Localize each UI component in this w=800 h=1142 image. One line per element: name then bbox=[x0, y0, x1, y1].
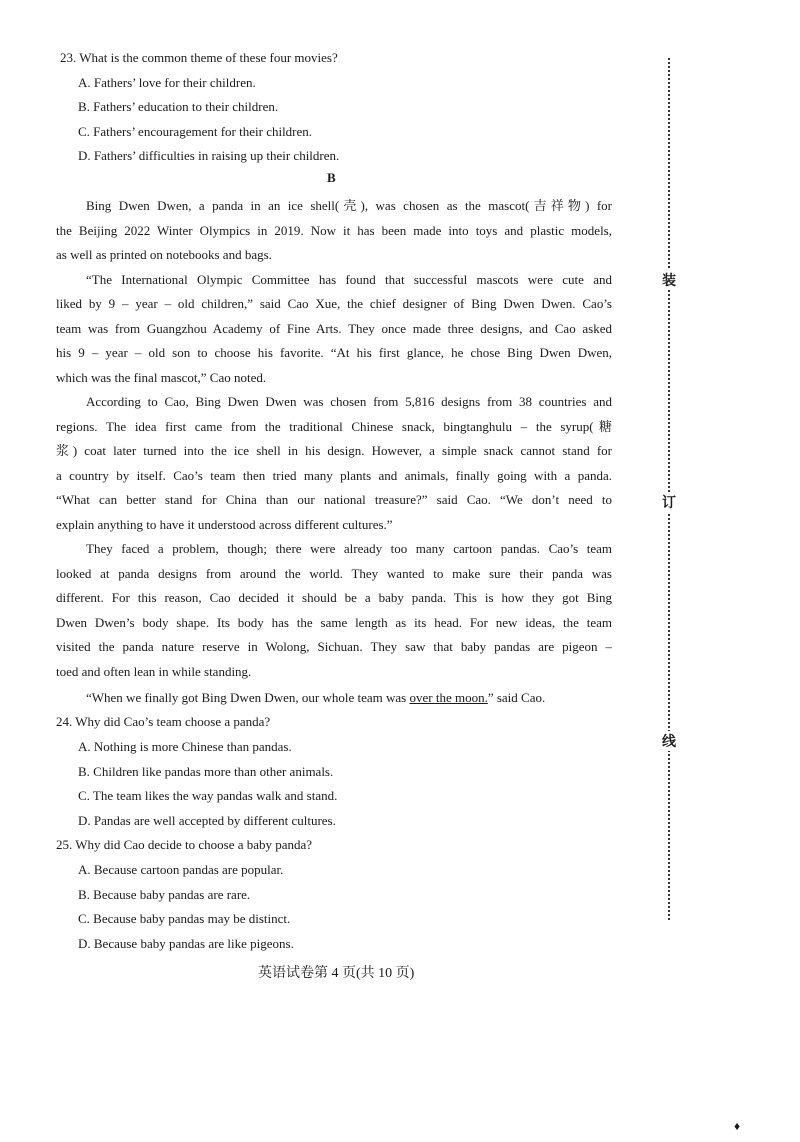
passage-line: toed and often lean in while standing. bbox=[56, 664, 252, 679]
passage-line: Dwen Dwen’s body shape. Its body has the same length as its head. For new ideas, the team bbox=[56, 615, 612, 630]
passage-line: regions. The idea first came from the traditional Chinese snack, bingtanghulu – the syrup(糖 bbox=[56, 419, 612, 434]
passage-line: his 9 – year – old son to choose his favorite. “At his first glance, he chose Bing Dwen Dwen, bbox=[56, 345, 612, 360]
over-the-moon-phrase: over the moon. bbox=[409, 690, 488, 705]
binding-mark-ding: 订 bbox=[662, 492, 676, 512]
passage-line: which was the final mascot,” Cao noted. bbox=[56, 370, 267, 385]
binding-dotted-line bbox=[668, 58, 670, 920]
passage-line: a country by itself. Cao’s team then tried many plants and animals, finally going with a panda. bbox=[56, 468, 612, 483]
q24-option-d: D. Pandas are well accepted by different cultures. bbox=[78, 813, 336, 828]
q24-question: 24. Why did Cao’s team choose a panda? bbox=[56, 714, 271, 729]
q23-option-d: D. Fathers’ difficulties in raising up their children. bbox=[78, 148, 340, 163]
closing-quote-before: “When we finally got Bing Dwen Dwen, our whole team was bbox=[86, 690, 410, 705]
q24-option-b: B. Children like pandas more than other animals. bbox=[78, 764, 334, 779]
passage-line: explain anything to have it understood across different cultures.” bbox=[56, 517, 393, 532]
q25-option-c: C. Because baby pandas may be distinct. bbox=[78, 911, 291, 926]
passage-line: visited the panda nature reserve in Wolong, Sichuan. They saw that baby pandas are pigeon – bbox=[56, 639, 612, 654]
q24-option-c: C. The team likes the way pandas walk and stand. bbox=[78, 788, 338, 803]
passage-line: They faced a problem, though; there were already too many cartoon pandas. Cao’s team bbox=[86, 541, 612, 556]
closing-quote-after: ” said Cao. bbox=[487, 690, 546, 705]
passage-line: According to Cao, Bing Dwen Dwen was chosen from 5,816 designs from 38 countries and bbox=[86, 394, 612, 409]
q25-option-d: D. Because baby pandas are like pigeons. bbox=[78, 936, 294, 951]
passage-line: the Beijing 2022 Winter Olympics in 2019. Now it has been made into toys and plastic models, bbox=[56, 223, 612, 238]
passage-line: team was from Guangzhou Academy of Fine Arts. They once made three designs, and Cao asked bbox=[56, 321, 612, 336]
passage-line: Bing Dwen Dwen, a panda in an ice shell(壳), was chosen as the mascot(吉祥物) for bbox=[86, 198, 612, 213]
passage-line: liked by 9 – year – old children,” said Cao Xue, the chief designer of Bing Dwen Dwen. Cao’s bbox=[56, 296, 612, 311]
q25-question: 25. Why did Cao decide to choose a baby panda? bbox=[56, 837, 313, 852]
q23-option-a: A. Fathers’ love for their children. bbox=[78, 75, 256, 90]
section-b-heading: B bbox=[327, 170, 336, 185]
q25-option-a: A. Because cartoon pandas are popular. bbox=[78, 862, 284, 877]
binding-mark-xian: 线 bbox=[662, 731, 676, 751]
passage-line: as well as printed on notebooks and bags. bbox=[56, 247, 272, 262]
page-footer: 英语试卷第 4 页(共 10 页) bbox=[258, 966, 415, 981]
passage-line: different. For this reason, Cao decided it should be a baby panda. This is how they got Bing bbox=[56, 590, 612, 605]
corner-diamond-mark: ♦ bbox=[734, 1119, 741, 1133]
closing-quote bbox=[86, 690, 545, 706]
binding-mark-zhuang: 装 bbox=[662, 270, 676, 290]
passage-line: “The International Olympic Committee has found that successful mascots were cute and bbox=[86, 272, 612, 287]
passage-line: looked at panda designs from around the world. They wanted to make sure their panda was bbox=[56, 566, 612, 581]
passage-line: “What can better stand for China than our national treasure?” said Cao. “We don’t need to bbox=[56, 492, 612, 507]
q23-question: 23. What is the common theme of these four movies? bbox=[60, 50, 338, 65]
passage-line: 浆) coat later turned into the ice shell in his design. However, a simple snack cannot stand for bbox=[56, 443, 612, 458]
q25-option-b: B. Because baby pandas are rare. bbox=[78, 887, 251, 902]
q24-option-a: A. Nothing is more Chinese than pandas. bbox=[78, 739, 292, 754]
q23-option-c: C. Fathers’ encouragement for their children. bbox=[78, 124, 313, 139]
q23-option-b: B. Fathers’ education to their children. bbox=[78, 99, 279, 114]
